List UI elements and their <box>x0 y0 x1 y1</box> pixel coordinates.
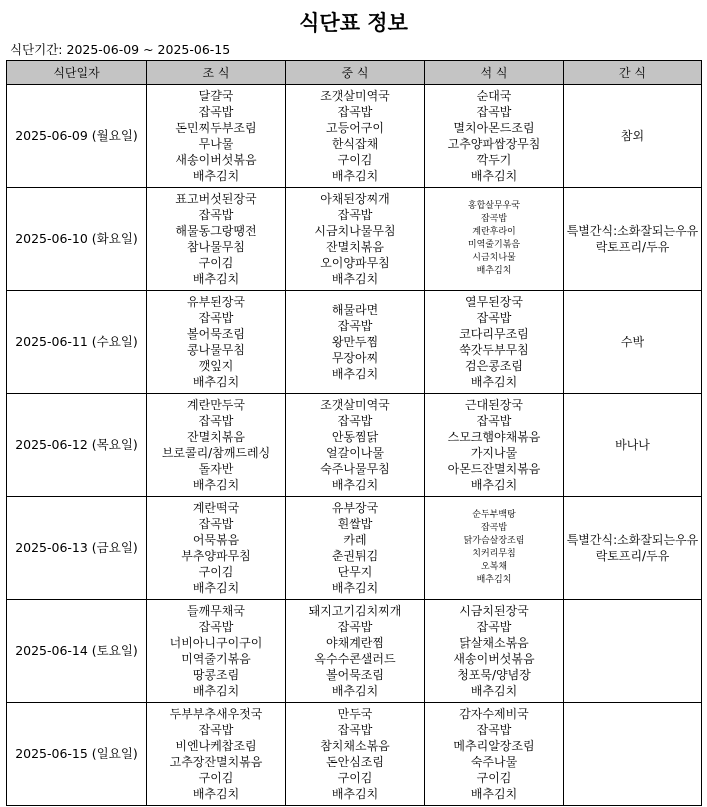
dinner-item: 배추김치 <box>470 478 518 492</box>
dinner-item: 순대국 <box>476 89 512 103</box>
dinner-cell <box>425 600 564 703</box>
breakfast-item: 고추장잔멸치볶음 <box>169 755 263 769</box>
dinner-item: 홍합살무우국 <box>467 201 521 211</box>
dinner-item: 닭가슴살장조림 <box>463 536 525 546</box>
lunch-item: 오이양파무침 <box>320 256 390 270</box>
lunch-item: 잡곡밥 <box>337 105 373 119</box>
table-row <box>7 188 702 291</box>
breakfast-item: 잡곡밥 <box>198 311 234 325</box>
breakfast-item: 해물동그랑땡전 <box>175 224 257 238</box>
breakfast-item: 구이김 <box>198 256 234 270</box>
lunch-cell <box>286 291 425 394</box>
dinner-item: 잡곡밥 <box>476 414 512 428</box>
dinner-item: 깍두기 <box>476 153 512 167</box>
breakfast-item: 배추김치 <box>192 581 240 595</box>
dinner-item: 잡곡밥 <box>476 723 512 737</box>
meal-date: 2025-06-13 (금요일) <box>7 497 147 600</box>
table-row <box>7 600 702 703</box>
meal-date: 2025-06-10 (화요일) <box>7 188 147 291</box>
lunch-item: 구이김 <box>337 771 373 785</box>
lunch-item: 조갯살미역국 <box>320 398 390 412</box>
dinner-cell <box>425 497 564 600</box>
breakfast-item: 달걀국 <box>198 89 234 103</box>
snack-item: 특별간식:소화잘되는우유 <box>566 224 699 238</box>
dinner-item: 미역줄기볶음 <box>467 240 521 250</box>
breakfast-item: 계란떡국 <box>192 501 240 515</box>
breakfast-item: 계란만두국 <box>187 398 245 412</box>
snack-item: 수박 <box>620 335 645 349</box>
lunch-item: 고등어구이 <box>326 121 384 135</box>
breakfast-item: 구이김 <box>198 771 234 785</box>
snack-item: 특별간식:소화잘되는우유 <box>566 533 699 547</box>
table-row <box>7 291 702 394</box>
dinner-item: 잡곡밥 <box>476 311 512 325</box>
dinner-item: 잡곡밥 <box>476 620 512 634</box>
lunch-item: 잡곡밥 <box>337 414 373 428</box>
breakfast-item: 어묵볶음 <box>192 533 240 547</box>
dinner-cell <box>425 291 564 394</box>
breakfast-item: 콩나물무침 <box>187 343 245 357</box>
lunch-item: 흰쌀밥 <box>337 517 373 531</box>
header-date: 식단일자 <box>7 61 147 85</box>
lunch-item: 배추김치 <box>331 169 379 183</box>
lunch-item: 배추김치 <box>331 684 379 698</box>
lunch-item: 한식잡채 <box>331 137 379 151</box>
lunch-item: 배추김치 <box>331 367 379 381</box>
dinner-item: 시금치된장국 <box>459 604 529 618</box>
dinner-item: 멸치아몬드조림 <box>453 121 535 135</box>
snack-cell <box>564 497 702 600</box>
dinner-item: 고추양파쌈장무침 <box>447 137 541 151</box>
breakfast-item: 참나물무침 <box>187 240 245 254</box>
dinner-cell <box>425 394 564 497</box>
meal-period: 식단기간: 2025-06-09 ~ 2025-06-15 <box>10 42 231 57</box>
header-lunch: 중 식 <box>286 61 425 85</box>
lunch-cell <box>286 600 425 703</box>
dinner-item: 새송이버섯볶음 <box>453 652 535 666</box>
breakfast-item: 잡곡밥 <box>198 517 234 531</box>
breakfast-item: 새송이버섯볶음 <box>175 153 257 167</box>
dinner-item: 근대된장국 <box>465 398 523 412</box>
lunch-cell <box>286 188 425 291</box>
snack-item: 참외 <box>620 129 645 143</box>
lunch-item: 참치채소볶음 <box>320 739 390 753</box>
header-breakfast: 조 식 <box>147 61 286 85</box>
meal-table <box>6 60 702 806</box>
dinner-item: 스모크햄야채볶음 <box>447 430 541 444</box>
lunch-item: 해물라면 <box>331 303 379 317</box>
breakfast-item: 배추김치 <box>192 375 240 389</box>
lunch-item: 숙주나물무침 <box>320 462 390 476</box>
dinner-item: 잡곡밥 <box>480 214 508 224</box>
breakfast-item: 구이김 <box>198 565 234 579</box>
breakfast-item: 잔멸치볶음 <box>187 430 245 444</box>
dinner-item: 배추김치 <box>476 266 512 276</box>
breakfast-item: 비엔나케찹조림 <box>175 739 257 753</box>
lunch-item: 유부장국 <box>331 501 379 515</box>
snack-cell <box>564 703 702 806</box>
breakfast-item: 배추김치 <box>192 787 240 801</box>
lunch-item: 구이김 <box>337 153 373 167</box>
table-row <box>7 394 702 497</box>
lunch-item: 무장아찌 <box>331 351 379 365</box>
breakfast-item: 두부부추새우젓국 <box>169 707 263 721</box>
header-dinner: 석 식 <box>425 61 564 85</box>
lunch-item: 안동찜닭 <box>331 430 379 444</box>
dinner-item: 순두부백탕 <box>472 510 516 520</box>
snack-item: 락토프리/두유 <box>595 240 670 254</box>
meal-date: 2025-06-11 (수요일) <box>7 291 147 394</box>
meal-date: 2025-06-12 (목요일) <box>7 394 147 497</box>
lunch-item: 만두국 <box>337 707 373 721</box>
lunch-item: 돈안심조림 <box>326 755 384 769</box>
breakfast-item: 땅콩조림 <box>192 668 240 682</box>
dinner-item: 오복채 <box>480 562 508 572</box>
meal-date: 2025-06-14 (토요일) <box>7 600 147 703</box>
breakfast-item: 돈민찌두부조림 <box>175 121 257 135</box>
table-row <box>7 497 702 600</box>
dinner-item: 계란후라이 <box>472 227 516 237</box>
lunch-item: 춘권튀김 <box>331 549 379 563</box>
snack-item: 바나나 <box>615 438 650 452</box>
breakfast-item: 유부된장국 <box>187 295 245 309</box>
snack-cell <box>564 394 702 497</box>
table-row <box>7 85 702 188</box>
breakfast-item: 볼어묵조림 <box>187 327 245 341</box>
lunch-item: 볼어묵조림 <box>326 668 384 682</box>
breakfast-item: 잡곡밥 <box>198 620 234 634</box>
breakfast-item: 미역줄기볶음 <box>181 652 251 666</box>
lunch-item: 잡곡밥 <box>337 319 373 333</box>
lunch-item: 시금치나물무침 <box>314 224 396 238</box>
lunch-item: 돼지고기김치찌개 <box>308 604 402 618</box>
breakfast-cell <box>147 600 286 703</box>
dinner-item: 쑥갓두부무침 <box>459 343 529 357</box>
dinner-item: 감자수제비국 <box>459 707 529 721</box>
breakfast-cell <box>147 85 286 188</box>
lunch-item: 배추김치 <box>331 787 379 801</box>
lunch-item: 잡곡밥 <box>337 208 373 222</box>
dinner-item: 구이김 <box>476 771 512 785</box>
table-header-row <box>7 61 702 85</box>
breakfast-item: 배추김치 <box>192 169 240 183</box>
breakfast-item: 잡곡밥 <box>198 105 234 119</box>
meal-table-body <box>7 85 702 806</box>
breakfast-item: 잡곡밥 <box>198 208 234 222</box>
breakfast-cell <box>147 291 286 394</box>
dinner-item: 배추김치 <box>470 375 518 389</box>
breakfast-item: 깻잎지 <box>198 359 234 373</box>
lunch-item: 잡곡밥 <box>337 723 373 737</box>
snack-cell <box>564 85 702 188</box>
breakfast-item: 잡곡밥 <box>198 723 234 737</box>
breakfast-item: 잡곡밥 <box>198 414 234 428</box>
snack-cell <box>564 291 702 394</box>
breakfast-cell <box>147 703 286 806</box>
dinner-item: 시금치나물 <box>472 253 516 263</box>
lunch-item: 잔멸치볶음 <box>326 240 384 254</box>
breakfast-cell <box>147 497 286 600</box>
dinner-item: 배추김치 <box>470 684 518 698</box>
breakfast-item: 브로콜리/참깨드레싱 <box>161 446 271 460</box>
lunch-item: 단무지 <box>337 565 373 579</box>
breakfast-cell <box>147 188 286 291</box>
lunch-item: 야채계란찜 <box>326 636 384 650</box>
dinner-cell <box>425 85 564 188</box>
breakfast-item: 부추양파무침 <box>181 549 251 563</box>
breakfast-cell <box>147 394 286 497</box>
lunch-item: 조갯살미역국 <box>320 89 390 103</box>
breakfast-item: 표고버섯된장국 <box>175 192 257 206</box>
breakfast-item: 배추김치 <box>192 684 240 698</box>
dinner-item: 치커리무침 <box>472 549 516 559</box>
lunch-item: 얼갈이나물 <box>326 446 384 460</box>
snack-item: 락토프리/두유 <box>595 549 670 563</box>
lunch-item: 카레 <box>343 533 367 547</box>
breakfast-item: 배추김치 <box>192 478 240 492</box>
lunch-item: 배추김치 <box>331 478 379 492</box>
lunch-cell <box>286 85 425 188</box>
dinner-item: 배추김치 <box>470 169 518 183</box>
dinner-item: 배추김치 <box>470 787 518 801</box>
lunch-item: 배추김치 <box>331 272 379 286</box>
dinner-item: 잡곡밥 <box>480 523 508 533</box>
snack-cell <box>564 188 702 291</box>
lunch-cell <box>286 703 425 806</box>
lunch-cell <box>286 497 425 600</box>
dinner-item: 청포묵/양념장 <box>457 668 531 682</box>
breakfast-item: 무나물 <box>198 137 234 151</box>
dinner-item: 검은콩조림 <box>465 359 523 373</box>
meal-date: 2025-06-09 (월요일) <box>7 85 147 188</box>
lunch-item: 배추김치 <box>331 581 379 595</box>
meal-date: 2025-06-15 (일요일) <box>7 703 147 806</box>
breakfast-item: 배추김치 <box>192 272 240 286</box>
dinner-cell <box>425 703 564 806</box>
lunch-item: 옥수수콘샐러드 <box>314 652 396 666</box>
lunch-item: 잡곡밥 <box>337 620 373 634</box>
dinner-item: 가지나물 <box>470 446 518 460</box>
dinner-item: 아몬드잔멸치볶음 <box>447 462 541 476</box>
dinner-item: 닭살채소볶음 <box>459 636 529 650</box>
dinner-cell <box>425 188 564 291</box>
breakfast-item: 돌자반 <box>198 462 234 476</box>
table-row <box>7 703 702 806</box>
snack-cell <box>564 600 702 703</box>
lunch-item: 아채된장찌개 <box>320 192 390 206</box>
dinner-item: 배추김치 <box>476 575 512 585</box>
header-snack: 간 식 <box>564 61 702 85</box>
dinner-item: 코다리무조림 <box>459 327 529 341</box>
page-title: 식단표 정보 <box>299 11 408 35</box>
lunch-item: 왕만두찜 <box>331 335 379 349</box>
lunch-cell <box>286 394 425 497</box>
dinner-item: 잡곡밥 <box>476 105 512 119</box>
breakfast-item: 너비아니구이구이 <box>169 636 263 650</box>
breakfast-item: 들깨무채국 <box>187 604 245 618</box>
dinner-item: 숙주나물 <box>470 755 518 769</box>
dinner-item: 열무된장국 <box>465 295 523 309</box>
dinner-item: 메추리알장조림 <box>453 739 535 753</box>
